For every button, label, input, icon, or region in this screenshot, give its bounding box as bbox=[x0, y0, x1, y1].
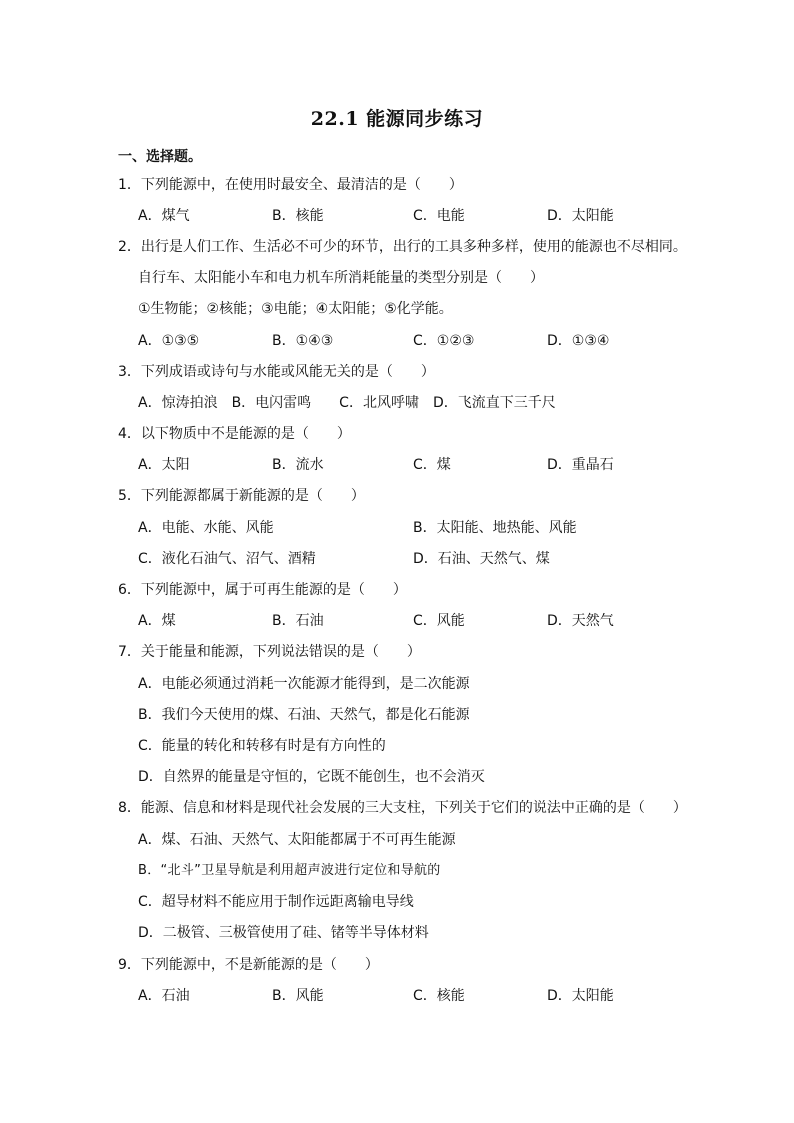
q6-option-c: C．风能 bbox=[413, 613, 465, 629]
question-2-stem-line2: 自行车、太阳能小车和电力机车所消耗能量的类型分别是（ ） bbox=[138, 270, 544, 286]
question-8-stem: 8．能源、信息和材料是现代社会发展的三大支柱，下列关于它们的说法中正确的是（ ） bbox=[118, 800, 687, 816]
q9-option-a: A．石油 bbox=[138, 988, 190, 1004]
q6-option-b: B．石油 bbox=[272, 613, 324, 629]
q5-option-d: D．石油、天然气、煤 bbox=[413, 551, 550, 567]
q5-option-b: B．太阳能、地热能、风能 bbox=[413, 520, 577, 536]
q7-option-c: C．能量的转化和转移有时是有方向性的 bbox=[138, 738, 386, 754]
q3-options: A．惊涛拍浪 B．电闪雷鸣 C．北风呼啸 D．飞流直下三千尺 bbox=[138, 395, 556, 411]
q8-option-b: B．“北斗”卫星导航是利用超声波进行定位和导航的 bbox=[138, 863, 441, 878]
question-3-stem: 3．下列成语或诗句与水能或风能无关的是（ ） bbox=[118, 364, 435, 380]
section-heading: 一、选择题。 bbox=[118, 149, 202, 165]
question-5-stem: 5．下列能源都属于新能源的是（ ） bbox=[118, 488, 365, 504]
q2-option-c: C．①②③ bbox=[413, 333, 475, 349]
q2-option-b: B．①④③ bbox=[272, 333, 334, 349]
q8-option-d: D．二极管、三极管使用了硅、锗等半导体材料 bbox=[138, 925, 429, 941]
q4-option-a: A．太阳 bbox=[138, 457, 190, 473]
question-4-stem: 4．以下物质中不是能源的是（ ） bbox=[118, 426, 351, 442]
question-2-stem: 2．出行是人们工作、生活必不可少的环节，出行的工具多种多样，使用的能源也不尽相同。 bbox=[118, 239, 687, 255]
question-6-stem: 6．下列能源中，属于可再生能源的是（ ） bbox=[118, 582, 407, 598]
q4-option-c: C．煤 bbox=[413, 457, 451, 473]
q5-option-a: A．电能、水能、风能 bbox=[138, 520, 274, 536]
q9-option-b: B．风能 bbox=[272, 988, 324, 1004]
q8-option-c: C．超导材料不能应用于制作远距离输电导线 bbox=[138, 894, 414, 910]
q6-option-d: D．天然气 bbox=[547, 613, 614, 629]
q7-option-d: D．自然界的能量是守恒的，它既不能创生，也不会消灭 bbox=[138, 769, 485, 785]
q7-option-b: B．我们今天使用的煤、石油、天然气，都是化石能源 bbox=[138, 707, 470, 723]
q8-option-a: A．煤、石油、天然气、太阳能都属于不可再生能源 bbox=[138, 832, 456, 848]
q1-option-a: A．煤气 bbox=[138, 208, 190, 224]
question-9-stem: 9．下列能源中，不是新能源的是（ ） bbox=[118, 957, 379, 973]
q6-option-a: A．煤 bbox=[138, 613, 176, 629]
page-title: 22.1 能源同步练习 bbox=[310, 108, 484, 130]
q5-option-c: C．液化石油气、沼气、酒精 bbox=[138, 551, 316, 567]
question-7-stem: 7．关于能量和能源，下列说法错误的是（ ） bbox=[118, 644, 421, 660]
question-1-stem: 1．下列能源中，在使用时最安全、最清洁的是（ ） bbox=[118, 177, 463, 193]
q2-option-a: A．①③⑤ bbox=[138, 333, 200, 349]
q4-option-d: D．重晶石 bbox=[547, 457, 614, 473]
q1-option-d: D．太阳能 bbox=[547, 208, 614, 224]
q2-option-d: D．①③④ bbox=[547, 333, 610, 349]
q1-option-c: C．电能 bbox=[413, 208, 465, 224]
q9-option-c: C．核能 bbox=[413, 988, 465, 1004]
q1-option-b: B．核能 bbox=[272, 208, 324, 224]
q7-option-a: A．电能必须通过消耗一次能源才能得到，是二次能源 bbox=[138, 676, 470, 692]
q9-option-d: D．太阳能 bbox=[547, 988, 614, 1004]
question-2-stem-line3: ①生物能；②核能；③电能；④太阳能；⑤化学能。 bbox=[138, 301, 453, 317]
q4-option-b: B．流水 bbox=[272, 457, 324, 473]
